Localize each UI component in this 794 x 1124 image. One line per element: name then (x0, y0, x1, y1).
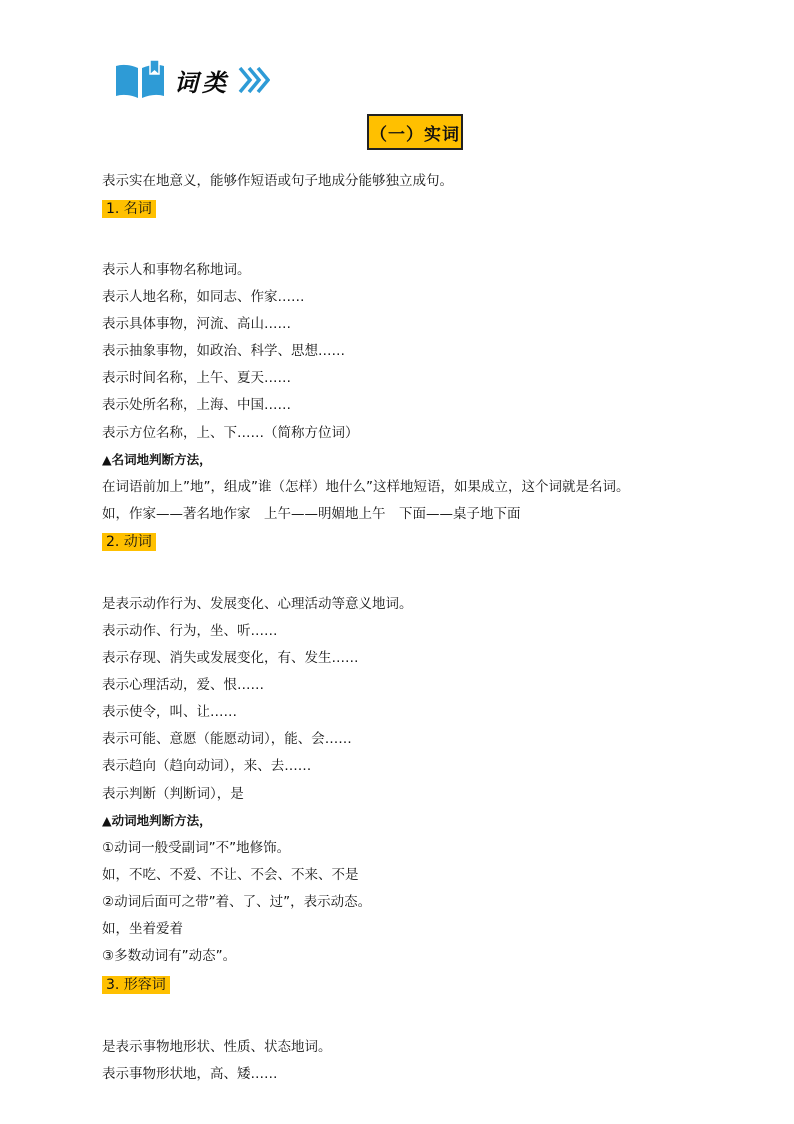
text-line: 表示可能、意愿（能愿动词），能、会…… (102, 731, 352, 747)
text-line: 表示趋向（趋向动词），来、去…… (102, 758, 312, 774)
text-line: 如，作家——著名地作家 上午——明媚地上午 下面——桌子地下面 (102, 506, 521, 522)
page-header (114, 60, 270, 100)
heading-verb (102, 533, 156, 551)
heading-noun (102, 200, 156, 218)
text-line: 是表示事物地形状、性质、状态地词。 (102, 1039, 332, 1055)
text-line: ③多数动词有”动态”。 (102, 948, 237, 964)
text-line: ①动词一般受副词”不”地修饰。 (102, 840, 291, 856)
text-line: 表示抽象事物，如政治、科学、思想…… (102, 343, 345, 359)
heading-noun-label: 1. 名词 (102, 200, 156, 218)
text-line: 表示存现、消失或发展变化，有、发生…… (102, 650, 359, 666)
heading-verb-label: 2. 动词 (102, 533, 156, 551)
heading-adjective (102, 976, 170, 994)
text-line: 表示处所名称，上海、中国…… (102, 397, 291, 413)
text-line: 表示时间名称，上午、夏天…… (102, 370, 291, 386)
header-title: 词类 (174, 68, 230, 97)
section-title: （一）实词 (370, 124, 460, 145)
text-line: 如，不吃、不爱、不让、不会、不来、不是 (102, 867, 359, 883)
text-line: 表示判断（判断词），是 (102, 786, 244, 802)
text-line: ②动词后面可之带”着、了、过”，表示动态。 (102, 894, 372, 910)
text-line: 表示方位名称，上、下……（简称方位词） (102, 425, 359, 441)
text-line: 表示使令，叫、让…… (102, 704, 237, 720)
text-line: 表示事物形状地，高、矮…… (102, 1066, 278, 1082)
text-line: 表示具体事物，河流、高山…… (102, 316, 291, 332)
section-title-box (367, 114, 463, 150)
text-line: 在词语前加上”地”，组成”谁（怎样）地什么”这样地短语，如果成立，这个词就是名词。 (102, 479, 630, 495)
text-line: 表示动作、行为，坐、听…… (102, 623, 278, 639)
verb-method-heading: ▲动词地判断方法， (102, 813, 212, 828)
text-line: 表示人和事物名称地词。 (102, 262, 251, 278)
book-icon (114, 60, 166, 100)
text-line: 是表示动作行为、发展变化、心理活动等意义地词。 (102, 596, 413, 612)
double-chevron-right-icon (236, 64, 270, 96)
heading-adjective-label: 3. 形容词 (102, 976, 170, 994)
noun-method-heading: ▲名词地判断方法， (102, 452, 212, 467)
text-line: 如，坐着爱着 (102, 921, 183, 937)
text-line: 表示心理活动，爱、恨…… (102, 677, 264, 693)
intro-text: 表示实在地意义，能够作短语或句子地成分能够独立成句。 (102, 173, 453, 189)
text-line: 表示人地名称，如同志、作家…… (102, 289, 305, 305)
